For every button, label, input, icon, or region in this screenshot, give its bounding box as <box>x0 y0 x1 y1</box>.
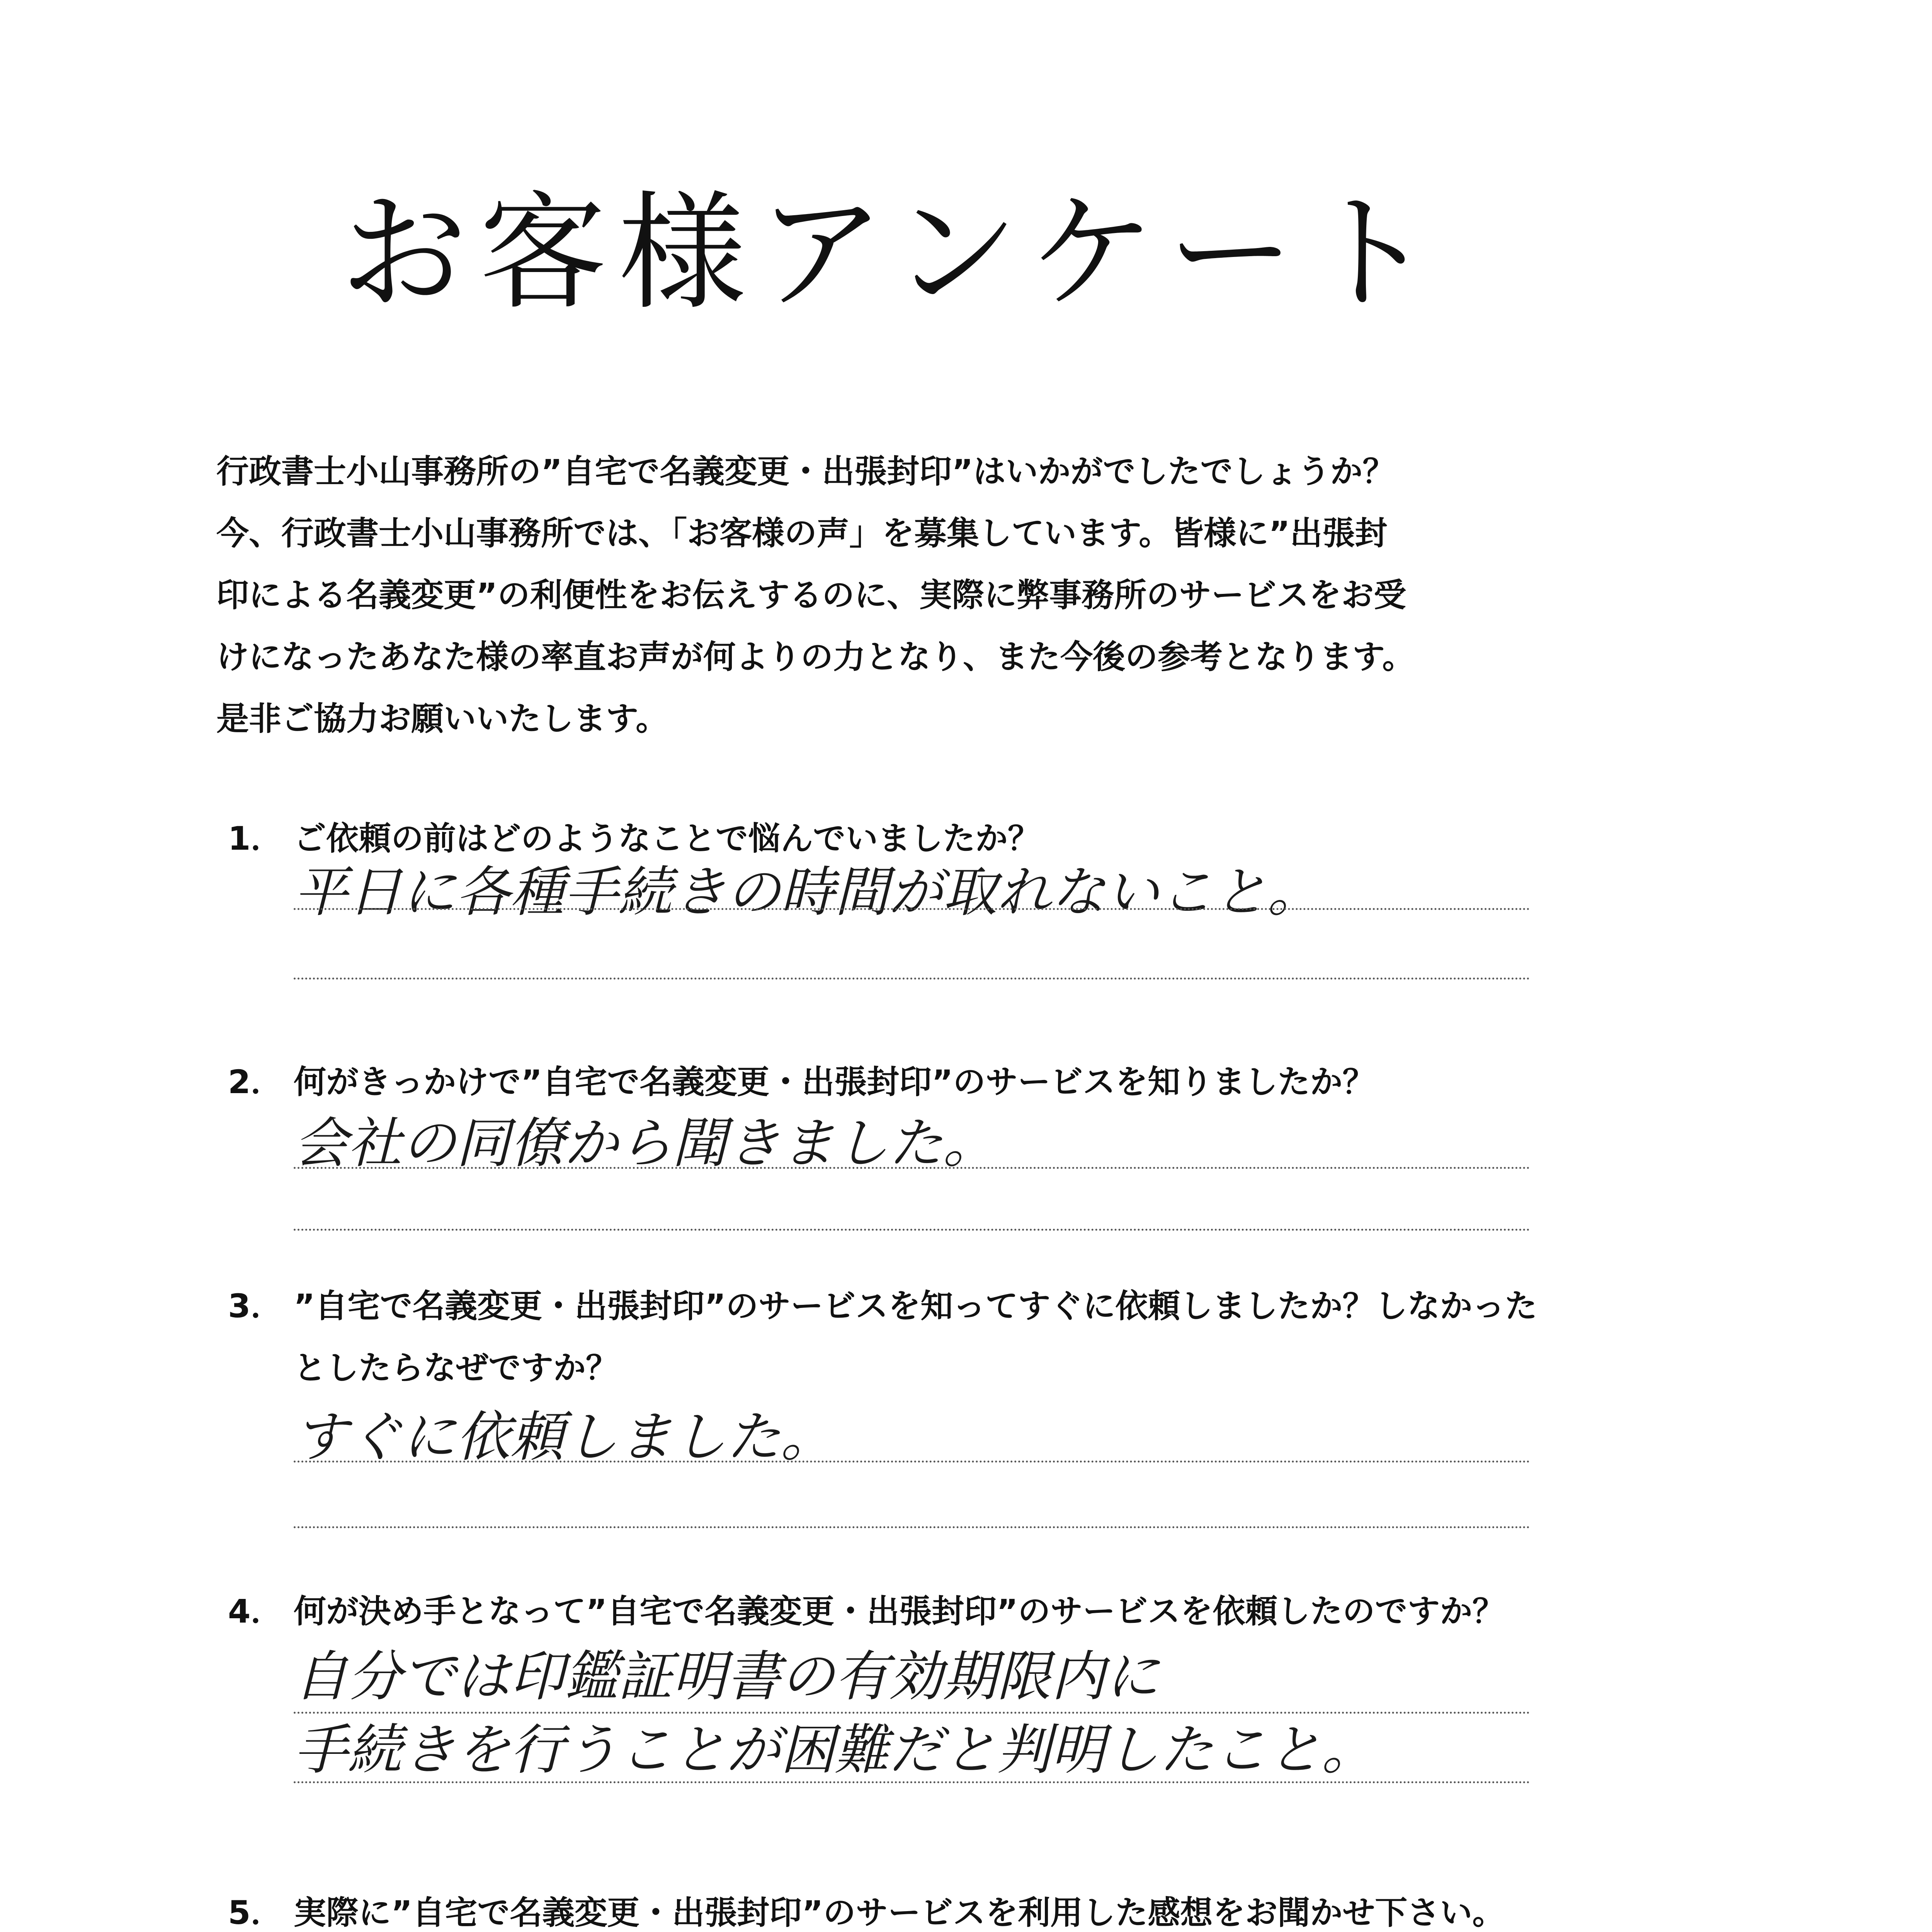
intro-line: 行政書士小山事務所の”自宅で名義変更・出張封印”はいかがでしたでしょうか？ <box>216 452 1395 490</box>
answer-4-line-2[interactable]: 手続きを行うことが困難だと判明したこと。 <box>294 1719 1376 1782</box>
answer-3[interactable]: すぐに依頼しました。 <box>294 1406 835 1469</box>
question-text: ”自宅で名義変更・出張封印”のサービスを知ってすぐに依頼しましたか？しなかった <box>294 1287 1537 1325</box>
answer-line <box>294 908 1530 910</box>
question-number: 4． <box>228 1592 283 1630</box>
intro-line: 是非ご協力お願いいたします。 <box>216 700 668 738</box>
question-text-continued: としたらなぜですか？ <box>294 1349 619 1387</box>
answer-2[interactable]: 会社の同僚から聞きました。 <box>294 1112 997 1175</box>
answer-line <box>294 1229 1530 1231</box>
answer-line <box>294 1526 1530 1528</box>
page-title: お客様アンケート <box>340 179 1446 327</box>
question-number: 5． <box>228 1894 283 1932</box>
question-text: ご依頼の前はどのようなことで悩んでいましたか？ <box>294 820 1041 857</box>
question-text: 実際に”自宅で名義変更・出張封印”のサービスを利用した感想をお聞かせ下さい。 <box>294 1894 1505 1932</box>
intro-text <box>216 440 1646 750</box>
question-number: 3． <box>228 1287 283 1325</box>
question-number: 2． <box>228 1063 283 1101</box>
question-text: 何が決め手となって”自宅で名義変更・出張封印”のサービスを依頼したのですか？ <box>294 1592 1505 1630</box>
answer-line <box>294 978 1530 980</box>
answer-4-line-1[interactable]: 自分では印鑑証明書の有効期限内に <box>294 1645 1160 1708</box>
answer-1[interactable]: 平日に各種手続きの時間が取れないこと。 <box>294 861 1322 924</box>
question-3 <box>228 1275 1658 1399</box>
question-5 <box>228 1882 1658 1932</box>
answer-line <box>294 1167 1530 1169</box>
question-4 <box>228 1580 1658 1642</box>
question-2 <box>228 1051 1658 1113</box>
intro-line: 印による名義変更”の利便性をお伝えするのに、実際に弊事務所のサービスをお受 <box>216 576 1406 614</box>
question-number: 1． <box>228 820 283 857</box>
answer-line <box>294 1781 1530 1783</box>
question-text: 何がきっかけで”自宅で名義変更・出張封印”のサービスを知りましたか？ <box>294 1063 1375 1101</box>
intro-line: けになったあなた様の率直お声が何よりの力となり、また今後の参考となります。 <box>216 638 1415 676</box>
answer-line <box>294 1461 1530 1463</box>
intro-line: 今、行政書士小山事務所では、「お客様の声」を募集しています。皆様に”出張封 <box>216 514 1388 552</box>
